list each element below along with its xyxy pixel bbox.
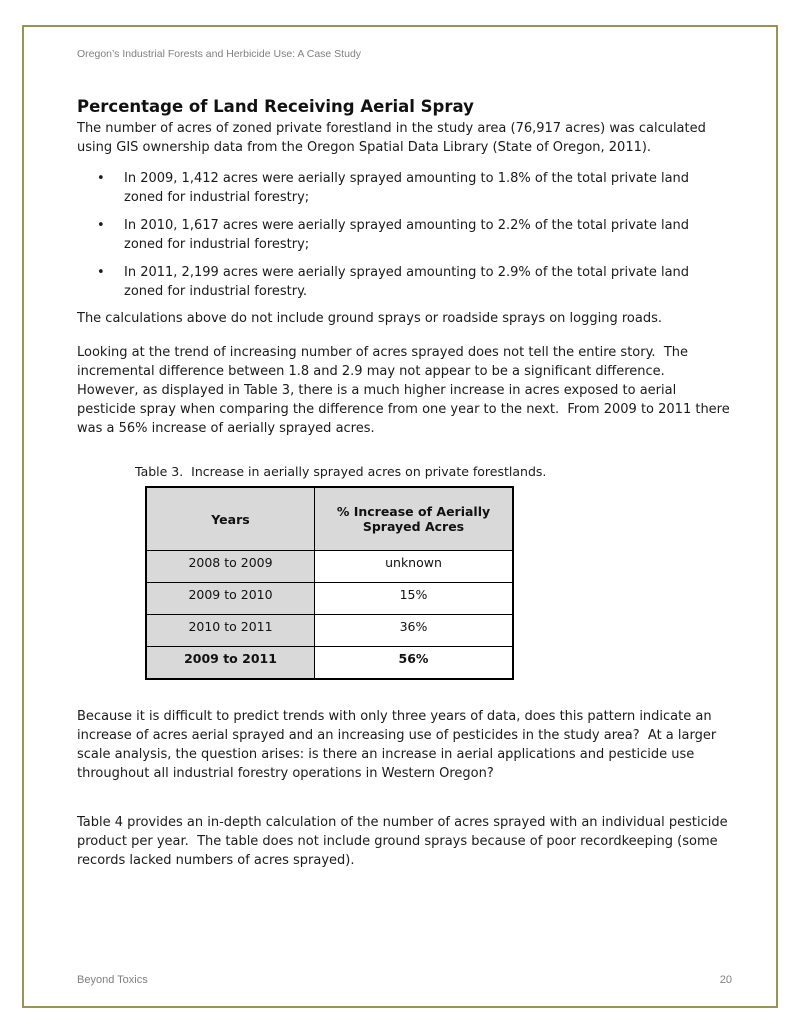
- table3-cell-increase: 36%: [315, 615, 514, 647]
- table3-cell-increase: 56%: [315, 647, 514, 679]
- table-row: [146, 583, 513, 615]
- table3-cell-years: 2010 to 2011: [146, 615, 315, 647]
- list-item: [77, 263, 707, 301]
- page-frame: [22, 25, 778, 1008]
- footer-organization: Beyond Toxics: [77, 974, 148, 986]
- paragraph-question: Because it is difficult to predict trends with only three years of data, does this pattern indicate an increase of acres aerial sprayed and an increasing use of pesticides in the study area? At a larger scale analysis, the question arises: is there an increase in aerial applications and pesticide use throughout all industrial forestry operations in Western Oregon?: [77, 708, 721, 781]
- table3: [145, 486, 514, 680]
- page-body: [24, 27, 776, 1006]
- paragraph-calculations: The calculations above do not include ground sprays or roadside sprays on logging roads.: [77, 311, 662, 326]
- paragraph-table4: Table 4 provides an in-depth calculation of the number of acres sprayed with an individual pesticide product per year. The table does not include ground sprays because of poor recordkeeping (some records lacked numbers of acres sprayed).: [77, 814, 732, 868]
- table3-cell-years: 2009 to 2011: [146, 647, 315, 679]
- bullet-text: In 2009, 1,412 acres were aerially sprayed amounting to 1.8% of the total private land zoned for industrial forestry;: [124, 171, 694, 205]
- list-item: [77, 216, 707, 254]
- table-row-total: [146, 647, 513, 679]
- page-title: Percentage of Land Receiving Aerial Spray: [77, 97, 474, 116]
- table-row: [146, 615, 513, 647]
- table3-col-increase: % Increase of Aerially Sprayed Acres: [315, 487, 514, 551]
- bullet-icon: •: [97, 171, 105, 186]
- page-footer: [77, 974, 732, 986]
- table3-header-row: [146, 487, 513, 551]
- paragraph-trend: Looking at the trend of increasing number of acres sprayed does not tell the entire story. The incremental difference between 1.8 and 2.9 may not appear to be a significant difference. However, as displayed in Table 3, there is a much higher increase in acres exposed to aerial pesticide spray when comparing the difference from one year to the next. From 2009 to 2011 there was a 56% increase of aerially sprayed acres.: [77, 345, 734, 436]
- table3-col-years: Years: [146, 487, 315, 551]
- table3-cell-years: 2009 to 2010: [146, 583, 315, 615]
- paragraph-intro: The number of acres of zoned private forestland in the study area (76,917 acres) was calculated using GIS ownership data from the Oregon Spatial Data Library (State of Oregon, 2011).: [77, 121, 711, 155]
- running-header: Oregon’s Industrial Forests and Herbicide Use: A Case Study: [77, 48, 362, 60]
- bullet-text: In 2010, 1,617 acres were aerially sprayed amounting to 2.2% of the total private land zoned for industrial forestry;: [124, 218, 694, 252]
- bullet-text: In 2011, 2,199 acres were aerially sprayed amounting to 2.9% of the total private land zoned for industrial forestry.: [124, 265, 694, 299]
- page-number: 20: [719, 974, 732, 986]
- bullet-icon: •: [97, 265, 105, 280]
- table3-cell-years: 2008 to 2009: [146, 551, 315, 583]
- table3-caption: Table 3. Increase in aerially sprayed acres on private forestlands.: [135, 464, 547, 479]
- table-row: [146, 551, 513, 583]
- table3-cell-increase: 15%: [315, 583, 514, 615]
- table3-cell-increase: unknown: [315, 551, 514, 583]
- bullet-list: [77, 169, 707, 301]
- list-item: [77, 169, 707, 207]
- bullet-icon: •: [97, 218, 105, 233]
